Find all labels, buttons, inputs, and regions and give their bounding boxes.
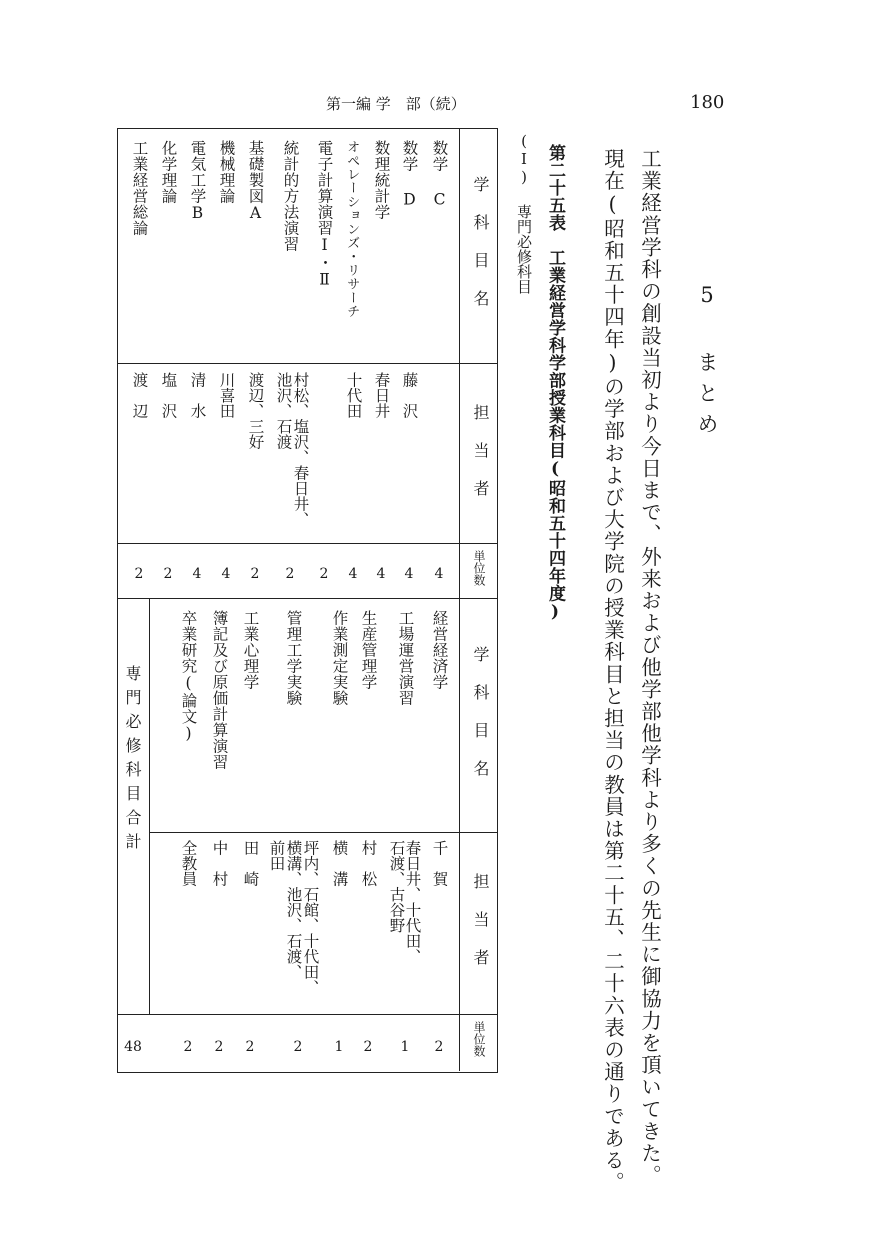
left-instructor-2: 藤 沢 [400,372,419,419]
right-credits-6: 2 [245,1039,255,1055]
right-subject-7: 簿記及び原価計算演習 [210,610,229,770]
rule-right-subject-instructor [149,832,497,833]
table-title: 第二十五表 工業経営学科学部授業科目(昭和五十四年度) [545,144,565,623]
table-subtitle: (Ⅰ) 専門必修科目 [515,132,533,294]
left-credits-1: 4 [434,566,444,582]
left-credits-2: 4 [404,566,414,582]
left-instructor-6b: 池沢、石渡 [274,372,293,450]
left-subject-1: 数学 C [430,140,449,209]
left-credits-9: 4 [192,566,202,582]
body-text-line-2: 現在(昭和五十四年)の学部および大学院の授業科目と担当の教員は第二十五、二十六表の通りである。 [600,148,625,1194]
right-instructor-4: 横 溝 [330,840,349,887]
right-instructor-1: 千 賀 [430,840,449,887]
header-instructor-left: 担当者 [471,404,490,518]
left-instructor-10: 塩 沢 [159,372,178,419]
left-subject-11: 工業経営総論 [130,140,149,236]
rule-left-instructor-credits [118,543,497,544]
right-credits-4: 1 [334,1039,344,1055]
header-credits-left: 単位数 [472,550,486,586]
right-credits-2: 1 [400,1039,410,1055]
left-credits-11: 2 [134,566,144,582]
right-subject-8: 卒業研究(論文) [179,610,198,743]
right-credits-3: 2 [363,1039,373,1055]
rule-total-column [149,598,150,1014]
page-number: 180 [690,92,725,113]
right-credits-8: 2 [183,1039,193,1055]
right-instructor-3: 村 松 [359,840,378,887]
left-instructor-3: 春日井 [372,372,391,419]
body-text-line-1: 工業経営学科の創設当初より今日まで、外来および他学部他学科より多くの先生に御協力を頂いてきた。 [637,148,662,1187]
left-subject-4: オペレーションズ・リサーチ [344,140,360,319]
left-subject-6: 統計的方法演習 [281,140,300,252]
right-credits-7: 2 [214,1039,224,1055]
header-credits-right: 単位数 [472,1021,486,1057]
left-subject-8: 機械理論 [217,140,236,204]
left-credits-7: 2 [250,566,260,582]
left-instructor-8: 川喜田 [217,372,236,419]
right-subject-1: 経営経済学 [430,610,449,690]
right-subject-5: 管理工学実験 [284,610,303,706]
left-instructor-9: 清 水 [188,372,207,419]
right-instructor-2a: 春日井、十代田、 [403,840,422,964]
left-credits-8: 4 [221,566,231,582]
right-instructor-5a: 坪内、石館、十代田、 [301,840,320,995]
left-subject-9: 電気工学B [188,140,207,223]
right-instructor-7: 中 村 [210,840,229,887]
rule-left-subject-instructor [118,363,497,364]
right-instructor-6: 田 崎 [241,840,260,887]
header-subject-left: 学科目名 [471,176,490,328]
left-instructor-11: 渡 辺 [130,372,149,419]
left-instructor-6a: 村松、塩沢、春日井、 [291,372,310,527]
right-subject-6: 工業心理学 [241,610,260,690]
left-instructor-4: 十代田 [344,372,363,419]
left-credits-10: 2 [163,566,173,582]
right-subject-3: 生産管理学 [359,610,378,690]
right-credits-5: 2 [293,1039,303,1055]
left-instructor-7: 渡辺、三好 [246,372,265,450]
total-credits: 48 [124,1039,142,1055]
left-credits-3: 4 [376,566,386,582]
left-credits-6: 2 [285,566,295,582]
section-heading: 5 まとめ [695,283,719,444]
right-subject-4: 作業測定実験 [330,610,349,706]
right-instructor-5c: 前田 [267,840,286,871]
left-credits-5: 2 [319,566,329,582]
left-subject-2: 数学 D [400,140,419,209]
right-instructor-8: 全教員 [179,840,198,887]
right-instructor-2b: 石渡、古谷野 [387,840,406,933]
right-instructor-5b: 横溝、池沢、石渡、 [284,840,303,980]
right-subject-2: 工場運営演習 [396,610,415,706]
left-subject-10: 化学理論 [159,140,178,204]
header-subject-right: 学科目名 [471,646,490,798]
rule-header-column [459,129,460,1071]
left-subject-5: 電子計算演習Ⅰ・Ⅱ [315,140,334,289]
left-subject-7: 基礎製図A [246,140,265,223]
rule-half-divider [118,598,497,599]
total-label: 専門必修科目合計 [123,665,142,857]
left-subject-3: 数理統計学 [372,140,391,220]
rule-right-instructor-credits [118,1014,497,1015]
left-credits-4: 4 [348,566,358,582]
header-instructor-right: 担当者 [471,873,490,987]
running-header: 第一編 学 部（続） [326,95,466,113]
right-credits-1: 2 [434,1039,444,1055]
